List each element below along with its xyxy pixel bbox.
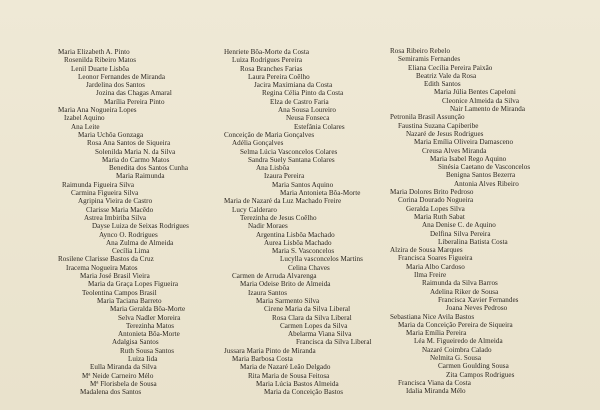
list-item: Maria Geralda Bôa-Morte — [110, 305, 186, 314]
list-item: Nazaré Coimbra Calado — [422, 345, 492, 354]
list-item: Ana Lisbôa — [256, 164, 290, 173]
list-item: Ana Leite — [71, 122, 100, 131]
list-item: Nair Lamento de Miranda — [450, 105, 526, 114]
list-item: Ilma Freire — [414, 271, 447, 280]
list-item: Madalena dos Santos — [80, 388, 142, 397]
name-column-2 — [224, 48, 372, 396]
list-item: Iracema Nogueira Matos — [66, 263, 138, 272]
list-item: Maria Barbosa Costa — [232, 354, 293, 363]
list-item: Sandra Suely Santana Colares — [248, 155, 335, 164]
list-item: Idalia Miranda Mélo — [406, 387, 466, 396]
list-item: Elza de Castro Faria — [270, 97, 329, 106]
list-item: Creusa Alves Miranda — [422, 146, 487, 155]
list-item: Zita Campos Rodrigues — [446, 370, 515, 379]
list-item: Rosilene Clarisse Bastos da Cruz — [58, 255, 154, 264]
list-item: Faustina Suzana Capiberibe — [398, 121, 479, 130]
list-item: Maria da Conceição Bastos — [264, 388, 344, 397]
list-item: Izabel Aquino — [64, 114, 105, 123]
list-item: Astrea Imbiriba Silva — [84, 213, 147, 222]
list-item: Carmen de Arruda Alvarenga — [232, 272, 317, 281]
list-item: Maria Albo Cardoso — [406, 262, 465, 271]
list-item: Rosa Ana Santos de Siqueira — [87, 139, 171, 148]
list-item: Sinésia Caetano de Vasconcelos — [438, 163, 531, 172]
list-item: Teolentina Campos Brasil — [82, 288, 157, 297]
list-item: Maria Elizabeth A. Pinto — [58, 48, 130, 56]
list-item: Ana Sousa Loureiro — [278, 106, 337, 115]
list-item: Nazaré de Jesus Rodrigues — [406, 129, 484, 138]
list-item: Marília Pereira Pinto — [104, 97, 165, 106]
list-item: Jussara Maria Pinto de Miranda — [224, 346, 316, 355]
list-item: Ana Zulma de Almeida — [106, 238, 174, 247]
list-item: Benedita dos Santos Cunha — [109, 164, 189, 173]
list-item: Delfina Silva Pereira — [430, 229, 491, 238]
list-item: Leonor Fernandes de Miranda — [78, 72, 166, 81]
list-item: Regina Célia Pinto da Costa — [262, 89, 344, 98]
list-item: Maria S. Vasconcelos — [272, 247, 335, 256]
list-item: Maria Taciana Barreto — [97, 296, 162, 305]
list-item: Selva Nadler Moreira — [118, 313, 181, 322]
list-item: Nadir Moraes — [248, 222, 288, 231]
list-item: Maria Raimunda — [116, 172, 165, 181]
list-item: Rosa Branches Farias — [240, 64, 303, 73]
list-item: Maria Emília Oliveira Damasceno — [414, 138, 514, 147]
list-item: Maria José Brasil Vieira — [80, 272, 150, 281]
list-item: Abelarma Viana Silva — [288, 330, 352, 339]
list-item: Agripina Vieira de Castro — [78, 197, 153, 206]
list-item: Ana Denise C. de Aquino — [422, 221, 496, 230]
list-item: Maria de Nazaré Leão Delgado — [240, 363, 331, 372]
list-item: Jozina das Chagas Amaral — [96, 89, 172, 98]
list-item: Adalgisa Santos — [112, 338, 159, 347]
list-item: Adélia Gonçalves — [232, 139, 284, 148]
list-item: Semiramis Fernandes — [398, 55, 461, 64]
list-item: Eulla Miranda da Silva — [90, 363, 157, 372]
list-item: Neusa Fonseca — [286, 114, 330, 123]
list-item: Laura Pereira Coêlho — [248, 72, 310, 81]
list-item: Antonieta Bôa-Morte — [118, 330, 180, 339]
list-item: Maria da Conceição Pereira de Siqueira — [398, 320, 513, 329]
list-item: Maria Lúcia Bastos Almeida — [256, 379, 339, 388]
list-item: Maria Dolores Brito Pedroso — [390, 188, 474, 197]
list-item: Adelina Riker de Sousa — [430, 287, 499, 296]
list-item: Izaura Pereira — [264, 172, 305, 181]
list-item: Eliana Cecília Pereira Paixão — [408, 63, 493, 72]
list-item: Raimunda Figueira Silva — [62, 180, 135, 189]
list-item: Aurea Lisbôa Machado — [264, 238, 332, 247]
list-item: Carmen Goulding Sousa — [438, 362, 509, 371]
list-item: Léa M. Figueiredo de Almeida — [414, 337, 503, 346]
list-item: Sebastiana Nice Avila Bastos — [390, 312, 475, 321]
list-item: Rosa Clara da Silva Liberal — [272, 313, 352, 322]
list-item: Carmen Lopes da Silva — [280, 321, 348, 330]
list-item: Maria Isabel Rego Aquino — [430, 154, 507, 163]
list-item: Antonia Alves Ribeiro — [454, 179, 519, 188]
list-item: Solenilda Maria N. da Silva — [95, 147, 176, 156]
list-item: Nelmita G. Sousa — [430, 353, 482, 362]
list-item: Lucy Calderaro — [232, 205, 278, 214]
list-item: Joana Neves Pedroso — [446, 304, 508, 313]
list-item: Francisca da Silva Liberal — [296, 338, 372, 347]
list-item: Cirene Maria da Silva Liberal — [264, 305, 351, 314]
list-item: Maria Sarmento Silva — [256, 296, 320, 305]
list-item: Carmina Figueira Silva — [71, 189, 139, 198]
list-item: Maria Uchôa Gonzaga — [78, 130, 144, 139]
list-item: Francisca Viana da Costa — [398, 378, 471, 387]
list-item: Mª Neide Carneiro Mélo — [82, 371, 154, 380]
list-item: Francisca Xavier Fernandes — [438, 295, 519, 304]
list-item: Henriete Bôa-Morte da Costa — [224, 48, 310, 56]
list-item: Dayse Luiza de Seixas Rodrigues — [92, 222, 189, 231]
list-item: Selma Lúcia Vasconcelos Colares — [240, 147, 338, 156]
list-item: Clarisse Maria Macêdo — [86, 205, 154, 214]
list-item: Beatriz Vale da Rosa — [416, 71, 477, 80]
list-item: Rosenilda Ribeiro Matos — [64, 56, 137, 65]
list-item: Terezinha de Jesus Coêlho — [240, 213, 317, 222]
list-item: Maria Antonieta Bôa-Morte — [280, 189, 361, 198]
list-item: Cleonice Almeida da Silva — [442, 96, 520, 105]
list-item: Francisca Soares Figueira — [398, 254, 473, 263]
list-item: Lenil Duarte Lisbôa — [71, 64, 130, 73]
list-item: Maria Ruth Sabat — [414, 212, 465, 221]
list-item: Alzira de Sousa Marques — [390, 246, 463, 255]
list-item: Maria de Nazaré da Luz Machado Freire — [224, 197, 342, 206]
list-item: Benigna Santos Bezerra — [446, 171, 516, 180]
list-item: Maria Odeise Brito de Almeida — [240, 280, 331, 289]
list-item: Rosa Ribeiro Rebelo — [390, 47, 451, 55]
list-item: Celina Chaves — [288, 263, 330, 272]
list-item: Aynco O. Rodrigues — [99, 230, 158, 239]
list-item: Corina Dourado Nogueira — [398, 196, 474, 205]
name-column-1 — [58, 48, 189, 396]
list-item: Geralda Lopes Silva — [406, 204, 465, 213]
list-item: Izaura Santos — [248, 288, 288, 297]
list-item: Mª Florisbela de Sousa — [90, 379, 157, 388]
list-item: Estefânia Colares — [294, 122, 345, 131]
list-item: Petronila Brasil Assunção — [390, 113, 465, 122]
list-item: Rita Maria de Sousa Feitosa — [248, 371, 330, 380]
list-item: Raimunda da Silva Barros — [422, 279, 498, 288]
list-item: Argentina Lisbôa Machado — [256, 230, 335, 239]
list-item: Edith Santos — [424, 80, 461, 89]
list-item: Maria do Carmo Matos — [102, 155, 170, 164]
list-item: Luiza Rodrigues Pereira — [232, 56, 303, 65]
list-item: Liberalina Batista Costa — [438, 237, 508, 246]
list-item: Maria Emília Pereira — [406, 329, 467, 338]
list-item: Lucylla vasconcelos Martins — [280, 255, 363, 264]
list-item: Luiza Iida — [128, 354, 158, 363]
list-item: Ruth Sousa Santos — [120, 346, 175, 355]
list-item: Jardelina dos Santos — [86, 81, 145, 90]
list-item: Conceição de Maria Gonçalves — [224, 130, 315, 139]
list-item: Maria Ana Nogueira Lopes — [58, 106, 137, 115]
name-column-3 — [390, 47, 530, 395]
list-item: Maria Júlia Bentes Capeloni — [434, 88, 516, 97]
list-item: Terezinha Matos — [126, 321, 175, 330]
list-item: Maria Santos Aquino — [272, 180, 334, 189]
list-item: Jacira Maximiana da Costa — [254, 81, 333, 90]
list-item: Maria da Graça Lopes Figueira — [88, 280, 179, 289]
list-item: Cecília Lima — [112, 247, 150, 256]
